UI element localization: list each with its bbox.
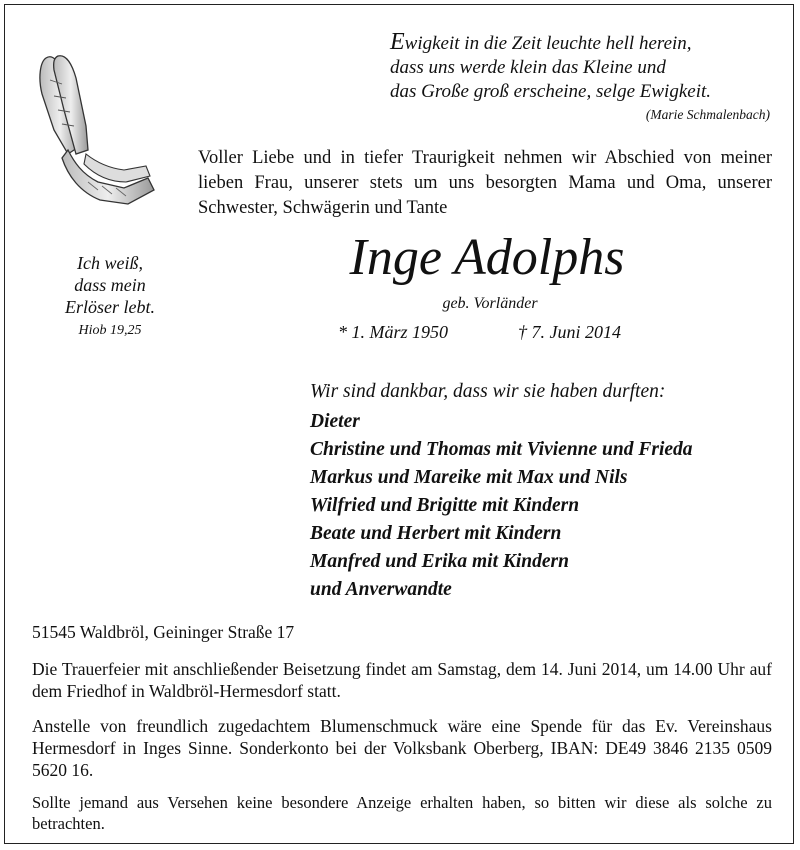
bible-verse <box>32 252 188 342</box>
poem-line-3: das Große groß erscheine, selge Ewigkeit. <box>390 81 711 102</box>
thanks-line: Wir sind dankbar, dass wir sie haben durften: <box>310 381 666 402</box>
verse-line-3: Erlöser lebt. <box>65 297 155 317</box>
maiden-name: geb. Vorländer <box>442 295 538 312</box>
poem-line-1: Ewigkeit in die Zeit leuchte hell herein, <box>390 29 692 55</box>
verse-line-2: dass mein <box>74 275 146 295</box>
praying-hands-icon <box>28 50 160 210</box>
poem-author: (Marie Schmalenbach) <box>645 107 770 122</box>
family-list <box>310 408 780 604</box>
family-member: und Anverwandte <box>310 579 452 600</box>
address: 51545 Waldbröl, Geininger Straße 17 <box>32 622 295 642</box>
death-date: † 7. Juni 2014 <box>518 322 621 342</box>
deceased-name: Inge Adolphs <box>349 229 625 286</box>
poem <box>390 30 780 104</box>
verse-line-1: Ich weiß, <box>77 253 143 273</box>
family-member: Dieter <box>310 411 360 432</box>
verse-reference: Hiob 19,25 <box>78 323 142 338</box>
family-member: Markus und Mareike mit Max und Nils <box>310 467 628 488</box>
family-member: Christine und Thomas mit Vivienne und Frieda <box>310 439 693 460</box>
intro-text: Voller Liebe und in tiefer Traurigkeit nehmen wir Abschied von meiner lieben Frau, unserer stets um uns besorgten Mama und Oma, unserer Schwester, Schwägerin und Tante <box>198 148 772 218</box>
birth-date: * 1. März 1950 <box>338 322 449 342</box>
funeral-info: Die Trauerfeier mit anschließender Beisetzung findet am Samstag, dem 14. Juni 2014, um 14.00 Uhr auf dem Friedhof in Waldbröl-Hermesdorf statt. <box>32 659 772 701</box>
family-member: Beate und Herbert mit Kindern <box>310 523 562 544</box>
family-member: Manfred und Erika mit Kindern <box>310 551 569 572</box>
poem-initial: E <box>390 29 405 55</box>
poem-line-2: dass uns werde klein das Kleine und <box>390 57 666 78</box>
donation-info: Anstelle von freundlich zugedachtem Blumenschmuck wäre eine Spende für das Ev. Vereinshaus Hermesdorf in Inges Sinne. Sonderkonto bei der Volksbank Oberberg, IBAN: DE49 3846 2135 0509 5620 16. <box>32 716 772 780</box>
family-member: Wilfried und Brigitte mit Kindern <box>310 495 580 516</box>
notice-text: Sollte jemand aus Versehen keine besondere Anzeige erhalten haben, so bitten wir diese als solche zu betrachten. <box>32 793 772 833</box>
